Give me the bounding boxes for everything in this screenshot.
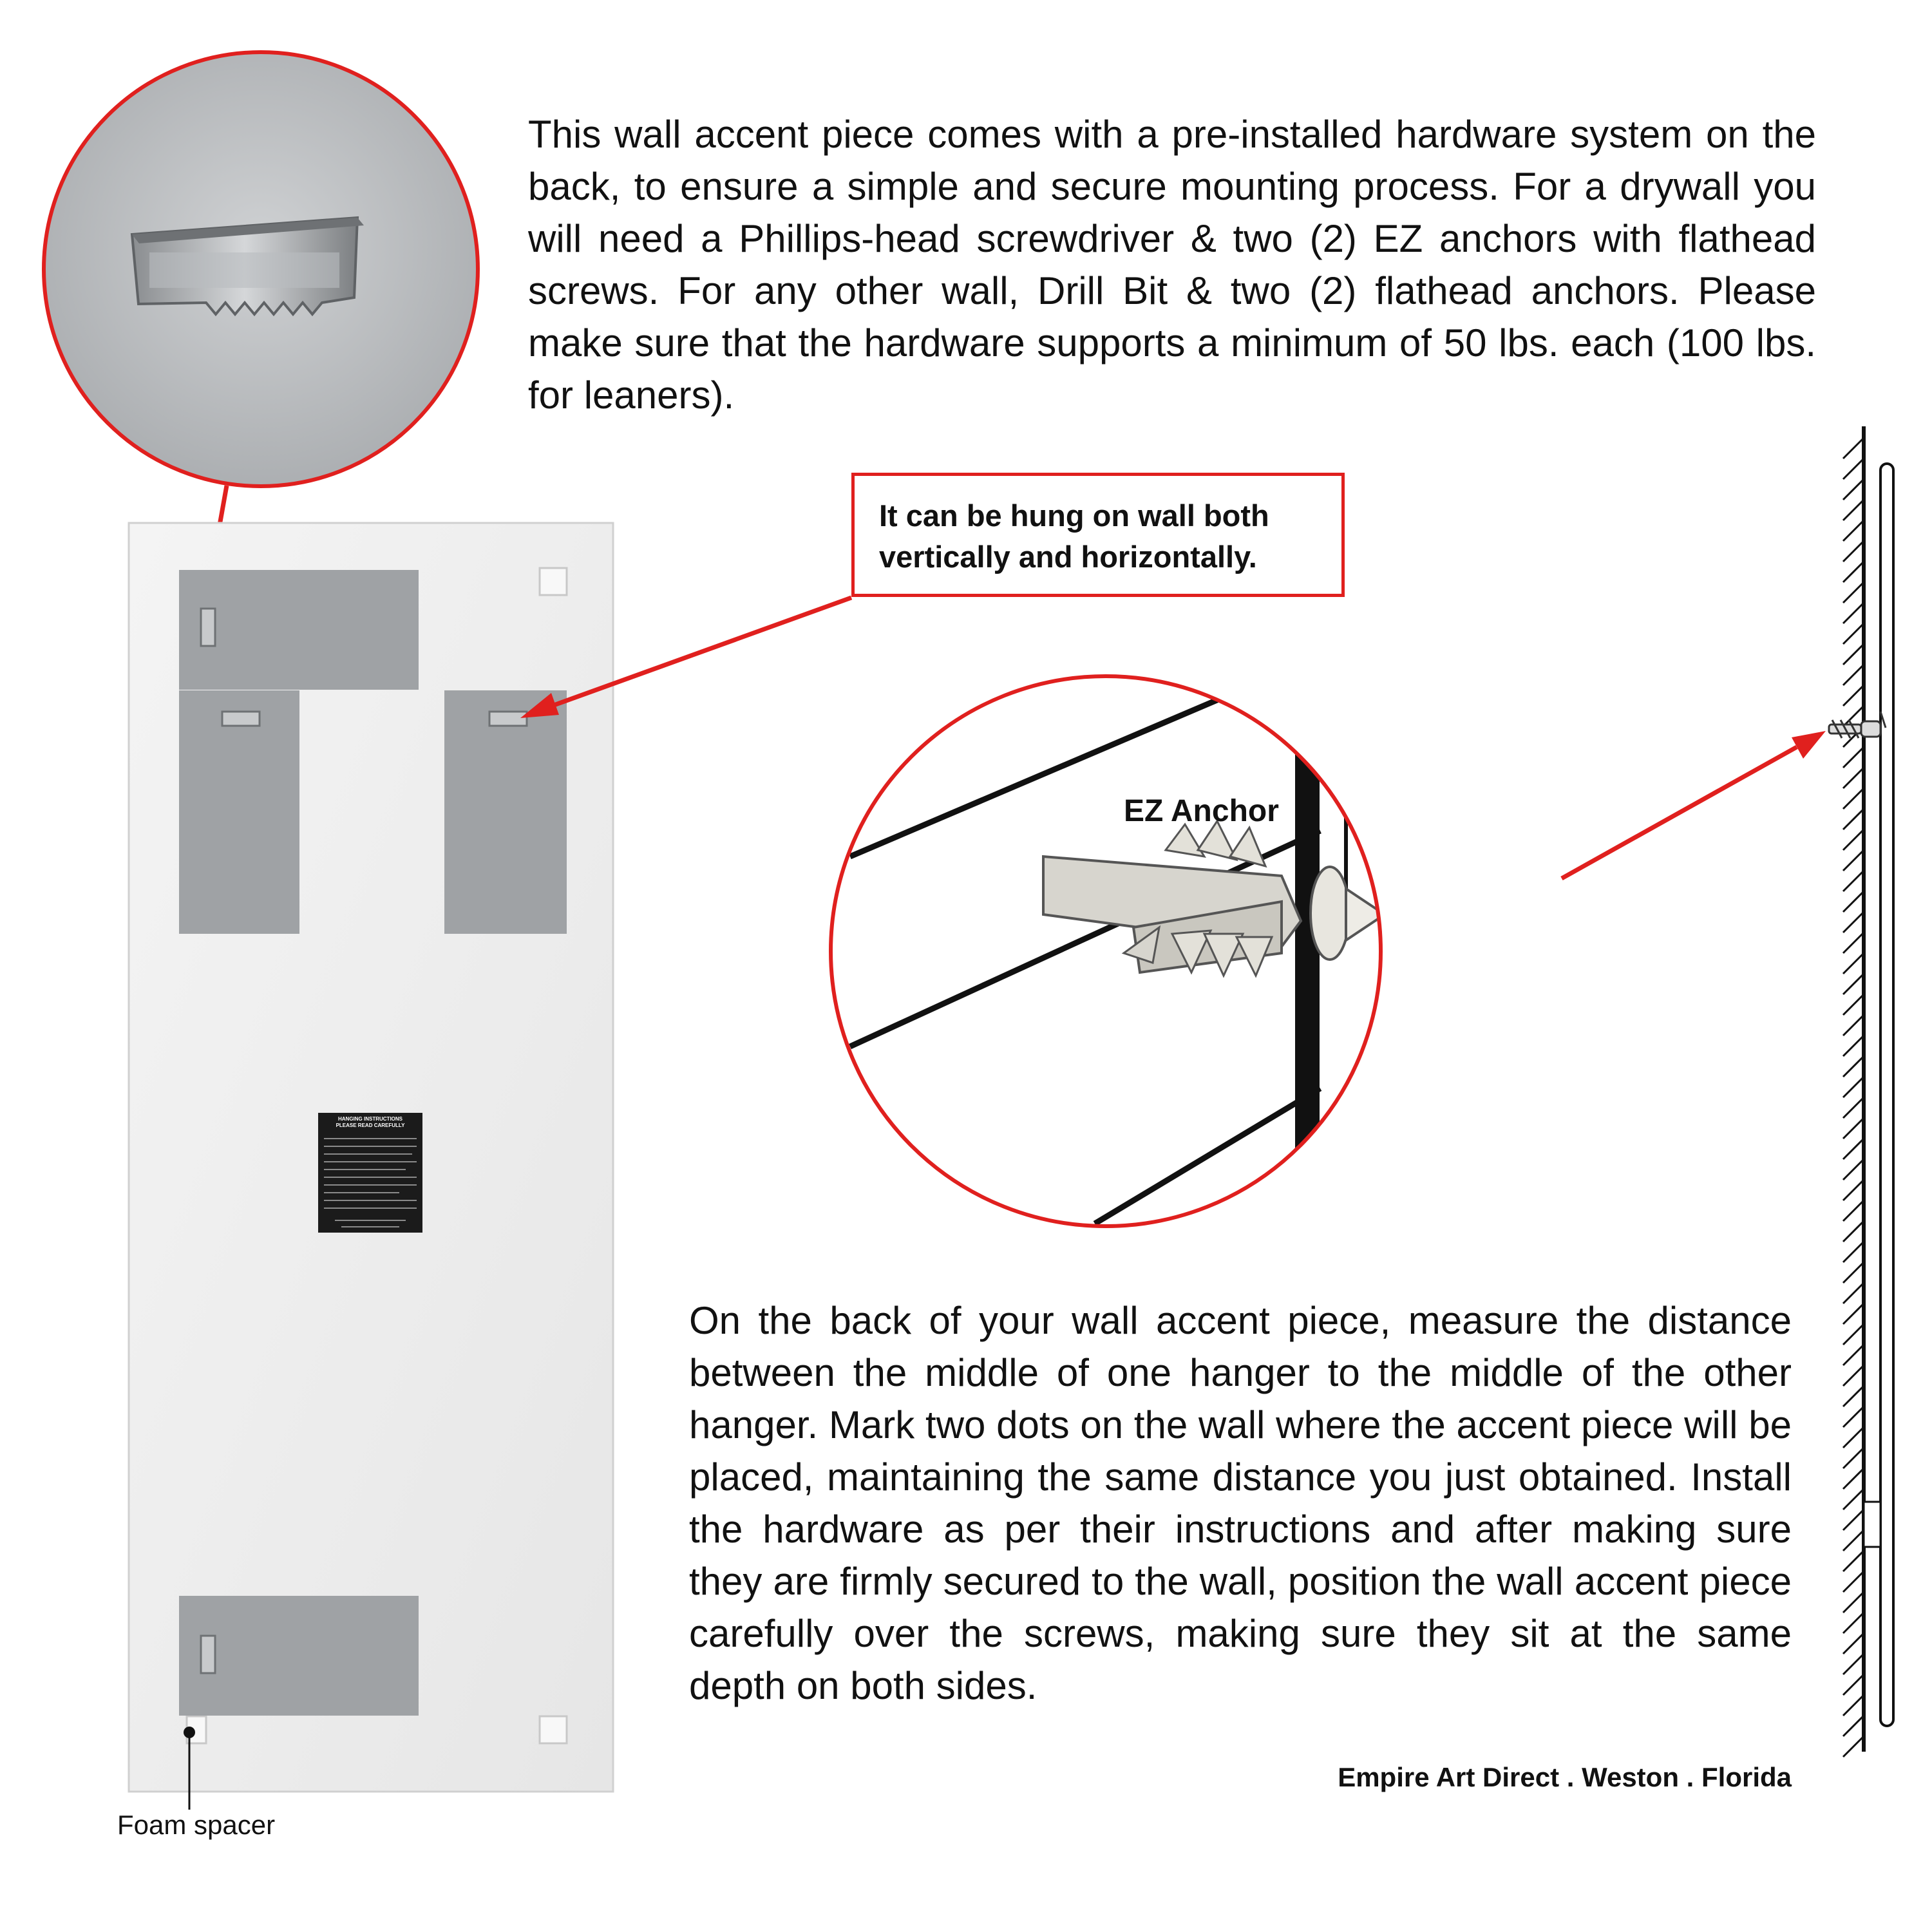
wall-hatch-line (1843, 459, 1864, 479)
hanger-plate-left (179, 690, 299, 934)
wall-hatch-line (1843, 747, 1864, 768)
wall-hatch-line (1843, 1633, 1864, 1654)
wall-hatch-line (1843, 1716, 1864, 1736)
wall-hatch-line (1843, 1654, 1864, 1674)
wall-hatch-line (1843, 665, 1864, 685)
callout-line-2: vertically and horizontally. (879, 540, 1257, 574)
wall-hatch-line (1843, 871, 1864, 891)
wall-side-view (1829, 426, 1893, 1757)
wall-hatch-line (1843, 582, 1864, 603)
wall-hatch-line (1843, 953, 1864, 974)
wall-hatch-line (1843, 1283, 1864, 1303)
wall-hatch-line (1843, 1592, 1864, 1613)
wall-hatch-line (1843, 1489, 1864, 1510)
foam-spacer-label: Foam spacer (117, 1810, 276, 1840)
wall-hatch-line (1843, 1097, 1864, 1118)
wall-hatch-line (1843, 1221, 1864, 1242)
hanger-zoom-circle (44, 52, 478, 486)
wall-hatch-line (1843, 891, 1864, 912)
wall-hatch-line (1843, 1695, 1864, 1716)
wall-hatch-line (1843, 1242, 1864, 1262)
instruction-sticker (318, 1113, 422, 1233)
wall-hatch-line (1843, 1613, 1864, 1633)
wall-hatch-line (1843, 1406, 1864, 1427)
hook-left (222, 712, 260, 726)
wall-hatch-line (1843, 1303, 1864, 1324)
wall-hatch-line (1843, 850, 1864, 871)
wall-hatch-line (1843, 438, 1864, 459)
hanger-plate-right (444, 690, 567, 934)
wall-hatch-line (1843, 1036, 1864, 1056)
wall-hatch-line (1843, 829, 1864, 850)
wall-hatch-line (1843, 500, 1864, 520)
foam-spacer-side (1864, 1502, 1880, 1547)
wall-hatch-line (1843, 994, 1864, 1015)
wall-hatch-line (1843, 912, 1864, 933)
mounting-steps-text: On the back of your wall accent piece, measure the distance between the middle of one hanger to the middle of the other hanger. Mark two dots on the wall where the accent piece will be placed, maintaining the same distance you just obtained. Install the hardware as per their instructions and after making sure they are firmly secured to the wall, position the wall accent piece carefully over the screws, making sure they sit at the same depth on both sides. (689, 1299, 1792, 1707)
wall-hatch-line (1843, 1077, 1864, 1097)
wall-hatch-line (1843, 1448, 1864, 1468)
ez-anchor-label: EZ Anchor (1124, 794, 1279, 828)
wall-hatch-line (1843, 562, 1864, 582)
sticker-title-2: PLEASE READ CAREFULLY (336, 1122, 405, 1128)
wall-hatch-line (1843, 520, 1864, 541)
wall-hatch-line (1843, 1139, 1864, 1159)
wall-screw-icon (1829, 712, 1886, 738)
wall-hatch-line (1843, 479, 1864, 500)
hook-top (201, 609, 215, 646)
wall-hatch-line (1843, 1056, 1864, 1077)
wall-hatch-line (1843, 1200, 1864, 1221)
wall-hatch-line (1843, 1118, 1864, 1139)
company-footer: Empire Art Direct . Weston . Florida (1338, 1762, 1792, 1792)
orientation-callout (851, 473, 1345, 597)
wall-hatch-line (1843, 1324, 1864, 1345)
wall-hatch-line (1843, 1015, 1864, 1036)
hook-right (489, 712, 527, 726)
wall-hatch-line (1843, 1427, 1864, 1448)
wall-hatch-line (1843, 788, 1864, 809)
wall-hatch-line (1843, 603, 1864, 623)
wall-hatch-line (1843, 1180, 1864, 1200)
sticker-title-1: HANGING INSTRUCTIONS (338, 1116, 402, 1122)
hook-bottom (201, 1636, 215, 1673)
intro-text: This wall accent piece comes with a pre-installed hardware system on the back, to ensure a simple and secure mounting process. For a drywall you will need a Phillips-head screwdriver & two (2) EZ anchors with flathead screws. For any other wall, Drill Bit & two (2) flathead anchors. Please make sure that the hardware supports a minimum of 50 lbs. each (100 lbs. for leaners). (528, 113, 1816, 417)
callout-line-1: It can be hung on wall both (879, 498, 1269, 533)
wall-hatch-line (1843, 768, 1864, 788)
accent-piece-side (1880, 464, 1893, 1726)
wall-hatch-line (1843, 1365, 1864, 1386)
wall-hatch-line (1843, 1468, 1864, 1489)
ez-anchor-zoom-circle (831, 670, 1481, 1236)
wall-hatch-line (1843, 1345, 1864, 1365)
wall-hatch-line (1843, 1674, 1864, 1695)
wall-hatch-line (1843, 1571, 1864, 1592)
wall-hatch-line (1843, 1262, 1864, 1283)
wall-hatch-line (1843, 1551, 1864, 1571)
wall-arrow (1562, 731, 1826, 878)
wall-hatch-line (1843, 1736, 1864, 1757)
wall-hatch-line (1843, 623, 1864, 644)
wall-hatch-line (1843, 933, 1864, 953)
wall-hatch-line (1843, 974, 1864, 994)
wall-hatch-line (1843, 1159, 1864, 1180)
wall-hatch-line (1843, 1530, 1864, 1551)
wall-hatch-line (1843, 541, 1864, 562)
wall-hatch-line (1843, 644, 1864, 665)
wall-hatch-line (1843, 1510, 1864, 1530)
wall-hatch-line (1843, 809, 1864, 829)
wall-hatch-line (1843, 685, 1864, 706)
wall-hatch-line (1843, 1386, 1864, 1406)
